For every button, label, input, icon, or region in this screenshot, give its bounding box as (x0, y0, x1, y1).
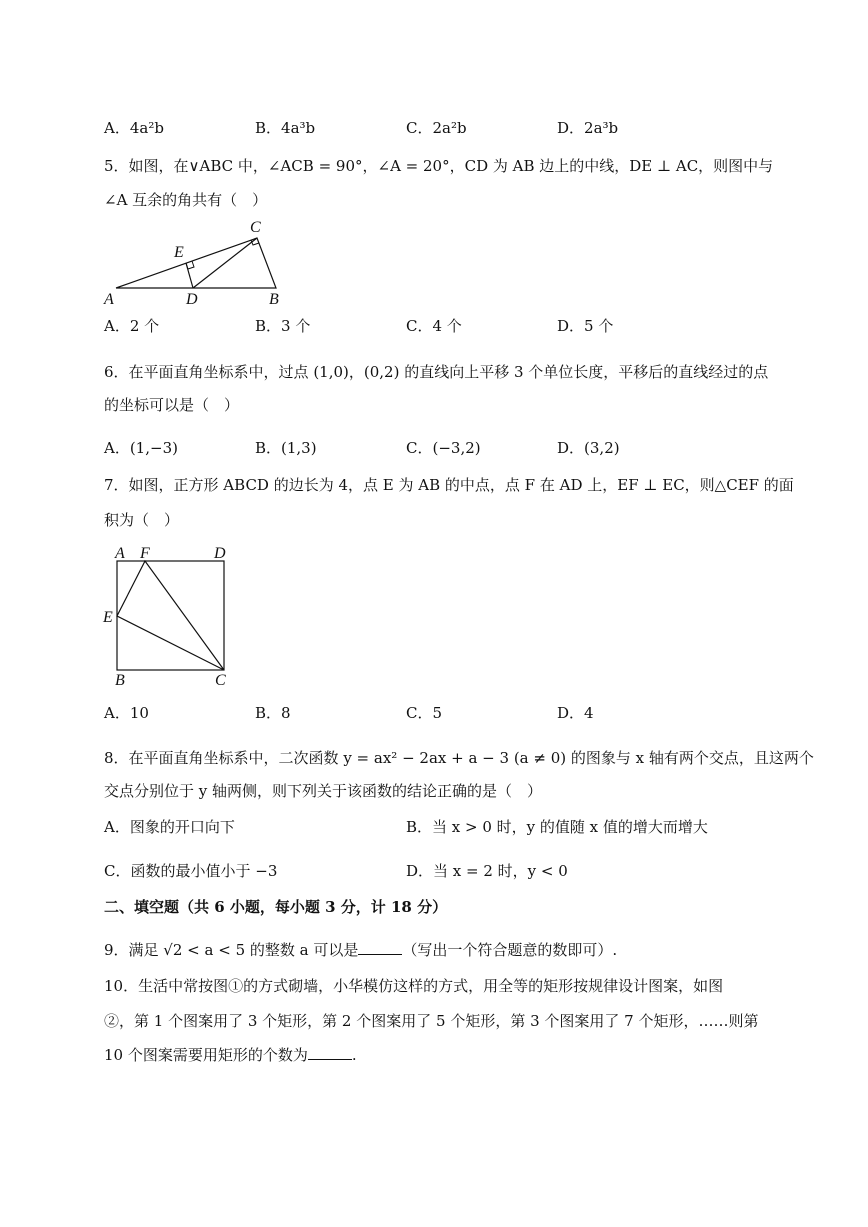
q4-option-a: A．4a²b (104, 119, 164, 137)
q10-stem-line2: ②，第 1 个图案用了 3 个矩形，第 2 个图案用了 5 个矩形，第 3 个图案用了 7 个矩形，……则第 (104, 1012, 759, 1030)
label-d: D (186, 291, 198, 308)
label-c: C (250, 219, 261, 236)
label-d: D (214, 545, 226, 562)
triangle-abc (116, 238, 276, 288)
section-heading: 二、填空题（共 6 小题，每小题 3 分，计 18 分） (104, 898, 448, 916)
q7-option-a: A．10 (104, 704, 149, 722)
label-e: E (174, 244, 184, 261)
q5-triangle-figure (100, 214, 300, 310)
q4-option-d: D．2a³b (557, 119, 619, 137)
q10-stem-line3 (104, 1045, 357, 1065)
label-b: B (269, 291, 279, 308)
q8-option-a: A．图象的开口向下 (104, 818, 235, 836)
q10-stem-line1: 10．生活中常按图①的方式砌墙，小华模仿这样的方式，用全等的矩形按规律设计图案，如图 (104, 977, 724, 995)
q10-line3-suffix: . (351, 1046, 357, 1064)
label-a: A (115, 545, 125, 562)
q8-stem-line2: 交点分别位于 y 轴两侧，则下列关于该函数的结论正确的是（ ） (104, 782, 543, 800)
q6-option-a: A．(1,−3) (104, 439, 178, 457)
q7-option-b: B．8 (255, 704, 291, 722)
q10-answer-blank[interactable] (308, 1045, 352, 1060)
q6-stem-line1: 6．在平面直角坐标系中，过点 (1,0)，(0,2) 的直线向上平移 3 个单位长度，平移后的直线经过的点 (104, 363, 769, 381)
triangle-cef (117, 561, 224, 670)
label-a: A (104, 291, 114, 308)
q6-option-c: C．(−3,2) (406, 439, 481, 457)
q9-answer-blank[interactable] (358, 940, 402, 955)
q9-suffix: （写出一个符合题意的数即可）. (402, 941, 618, 959)
q7-option-d: D．4 (557, 704, 594, 722)
q4-option-b: B．4a³b (255, 119, 316, 137)
label-b: B (115, 672, 125, 688)
q5-stem-line2: ∠A 互余的角共有（ ） (104, 191, 268, 209)
q6-option-d: D．(3,2) (557, 439, 620, 457)
q7-square-figure (100, 542, 240, 688)
q9-stem (104, 940, 617, 960)
q5-stem-line1: 5．如图，在∨ABC 中，∠ACB = 90°，∠A = 20°，CD 为 AB 边上的中线，DE ⊥ AC，则图中与 (104, 157, 774, 175)
label-e: E (103, 609, 113, 626)
q5-option-c: C．4 个 (406, 317, 462, 335)
q7-stem-line1: 7．如图，正方形 ABCD 的边长为 4，点 E 为 AB 的中点，点 F 在 AD 上，EF ⊥ EC，则△CEF 的面 (104, 476, 794, 494)
q8-option-c: C．函数的最小值小于 −3 (104, 862, 278, 880)
q8-stem-line1: 8．在平面直角坐标系中，二次函数 y = ax² − 2ax + a − 3 (a ≠ 0) 的图象与 x 轴有两个交点，且这两个 (104, 749, 814, 767)
q8-option-d: D．当 x = 2 时，y < 0 (406, 862, 568, 880)
q6-option-b: B．(1,3) (255, 439, 317, 457)
q6-stem-line2: 的坐标可以是（ ） (104, 396, 240, 414)
q7-option-c: C．5 (406, 704, 443, 722)
square-abcd (117, 561, 224, 670)
q8-option-b: B．当 x > 0 时，y 的值随 x 值的增大而增大 (406, 818, 708, 836)
q5-option-b: B．3 个 (255, 317, 311, 335)
q10-line3-prefix: 10 个图案需要用矩形的个数为 (104, 1046, 308, 1064)
label-c: C (215, 672, 226, 688)
q5-option-a: A．2 个 (104, 317, 160, 335)
q9-prefix: 9．满足 √2 < a < 5 的整数 a 可以是 (104, 941, 359, 959)
median-cd (193, 238, 257, 288)
q7-stem-line2: 积为（ ） (104, 511, 180, 529)
q5-option-d: D．5 个 (557, 317, 614, 335)
q4-option-c: C．2a²b (406, 119, 467, 137)
label-f: F (140, 545, 150, 562)
